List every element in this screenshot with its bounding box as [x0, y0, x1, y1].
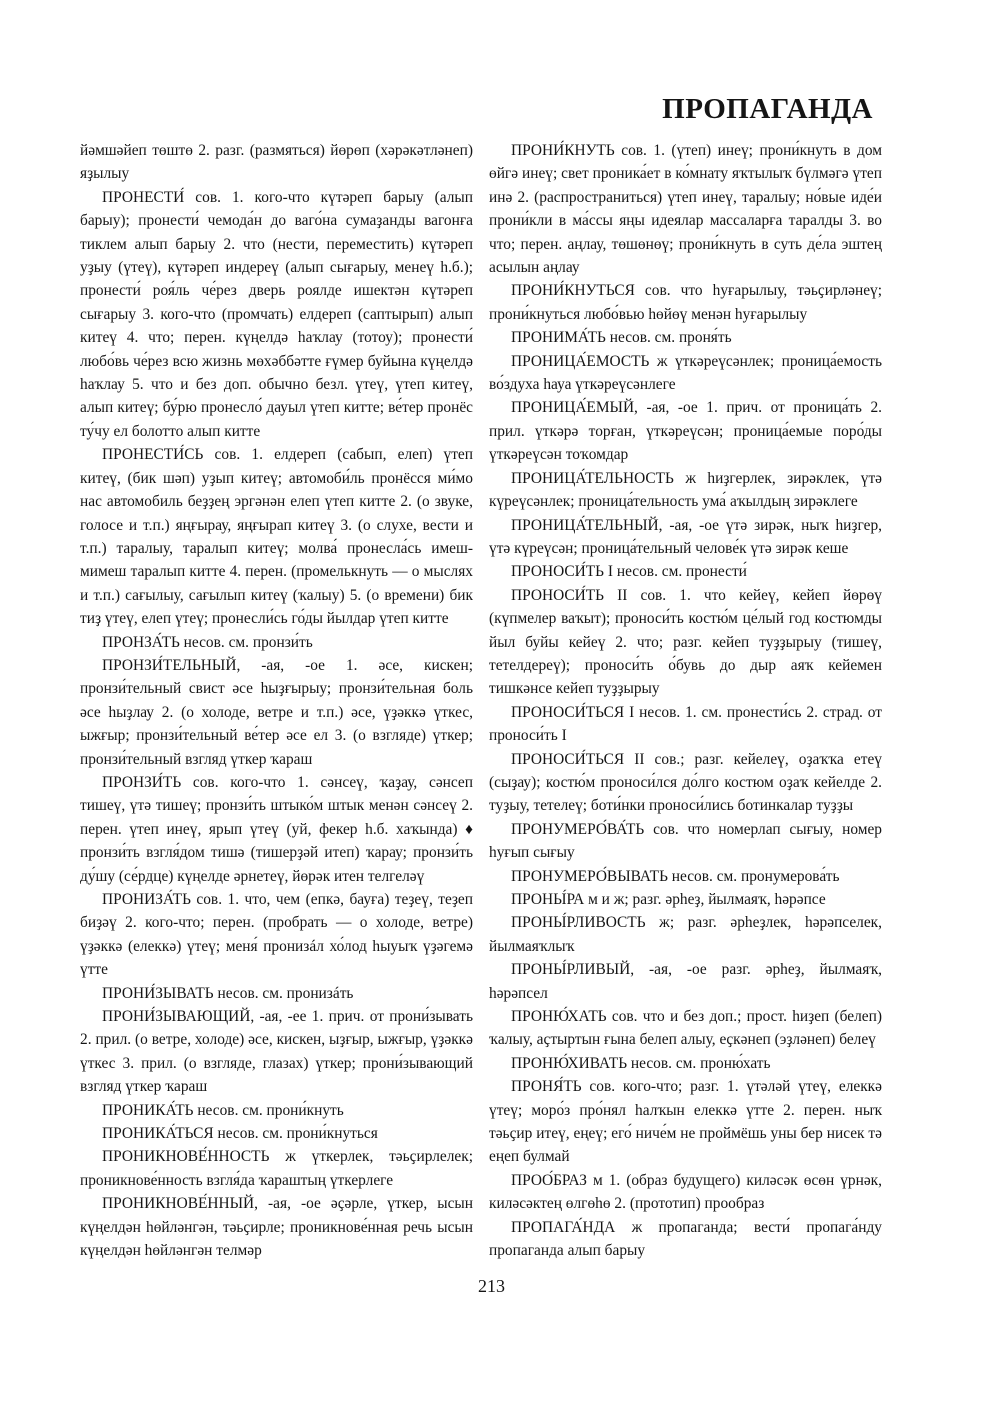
dictionary-entry: ПРОНИКНОВЕ́ННЫЙ, -ая, -ое әҫәрле, үткер, ысын күңелдән һөйләнгән, тәьҫирле; проникнове́нная речь ысын күңелдән һөйләнгән телмәр — [80, 1195, 473, 1260]
dictionary-entry: ПРОО́БРАЗ м 1. (образ будущего) киләсәк өсөн үрнәк, киләсәктең өлгөһө 2. (прототип) прообраз — [489, 1171, 882, 1213]
dictionary-entry: ПРОНИЦА́ТЕЛЬНОСТЬ ж һиҙгерлек, зирәклек, үтә күреүсәнлек; проница́тельность ума́ аҡылдың зирәклеге — [489, 469, 882, 511]
dictionary-entry: ПРОНИ́КНУТЬ сов. 1. (үтеп) инеү; прони́кнуть в дом өйгә инеү; свет проника́ет в ко́мнату яҡтылыҡ бүлмәгә үтеп инә 2. (распространиться) үтеп инеү, таралыу; но́вые иде́и прони́кли в ма́ссы яңы идеялар массаларға таралды 3. во что; перен. аңлау, төшөнөү; прони́кнуть в суть де́ла эштең асылын аңлау — [489, 142, 882, 277]
right-column — [489, 139, 882, 1263]
dictionary-entry: ПРОНЮ́ХАТЬ сов. что и без доп.; прост. һиҙеп (белеп) ҡалыу, аҫтыртын ғына белеп алыу, еҫкәнеп (эҙләнеп) белеү — [489, 1008, 882, 1049]
dictionary-entry: ПРОНИКА́ТЬ несов. см. прони́кнуть — [102, 1101, 344, 1119]
dictionary-entry: ПРОНИЦА́ЕМЫЙ, -ая, -ое 1. прич. от проница́ть 2. прил. үткәрә торған, үткәреүсән; проница́емые поро́ды үткәреүсән тоҡомдар — [489, 399, 882, 464]
dictionary-entry: ПРОНИКНОВЕ́ННОСТЬ ж үткерлек, тәьҫирлелек; проникнове́нность взгля́да ҡараштың үткерлеге — [80, 1148, 473, 1189]
dictionary-entry: ПРОНИЦА́ЕМОСТЬ ж үткәреүсәнлек; проница́емость во́здуха һауа үткәреүсәнлеге — [489, 352, 882, 394]
dictionary-entry: ПРОНЗА́ТЬ несов. см. пронзи́ть — [102, 633, 313, 651]
dictionary-entry: ПРОНИ́КНУТЬСЯ сов. что һуғарылыу, тәьҫирләнеү; прони́кнуться любо́вью һөйөү менән һуғарылыу — [489, 282, 882, 323]
dictionary-entry: йәмшәйеп төштө 2. разг. (размяться) йөрөп (хәрәкәтләнеп) яҙылыу — [80, 142, 473, 183]
dictionary-entry: ПРОНЗИ́ТЕЛЬНЫЙ, -ая, -ое 1. әсе, кискен; пронзи́тельный свист әсе һыҙғырыу; пронзи́тельная боль әсе һыҙлау 2. (о холоде, ветре и т.п.) әсе, үҙәккә үткес, ыжғыр; пронзи́тельный ве́тер әсе ел 3. (о взгляде) үткер; пронзи́тельный взгляд үткер ҡараш — [80, 656, 473, 768]
dictionary-entry: ПРОНЯ́ТЬ сов. кого-что; разг. 1. үтәләй үтеү, елеккә үтеү; моро́з про́нял һалҡын елеккә үтте 2. перен. ныҡ тәьҫир итеү, еңеү; его́ ниче́м не проймёшь уны бер нисек тә еңеп булмай — [489, 1078, 882, 1166]
dictionary-entry: ПРОНИЦА́ТЕЛЬНЫЙ, -ая, -ое үтә зирәк, ныҡ һиҙгер, үтә күреүсән; проница́тельный челове́к үтә зирәк кеше — [489, 516, 882, 557]
dictionary-entry: ПРОНЕСТИ́СЬ сов. 1. елдереп (сабып, елеп) үтеп китеү, (бик шәп) уҙып китеү; автомоби́ль пронёсся ми́мо нас автомобиль беҙҙең эргәнән елеп үтеп китте 2. (о звуке, голосе и т.п.) яңғырау, яңғырап китеү 3. (о слухе, вести и т.п.) таралыу, таралып китеү; молва́ пронесла́сь имеш-мимеш таралып китте 4. перен. (промелькнуть — о мыслях и т.п.) сағылыу, сағылып китеү (ҡалыу) 5. (о времени) бик тиҙ үтеү, елеп үтеү; пронесли́сь го́ды йылдар үтеп китте — [80, 446, 473, 628]
dictionary-entry: ПРОНЫ́РА м и ж; разг. әрһеҙ, йылмаяҡ, һәрәпсе — [511, 891, 826, 908]
dictionary-entry: ПРОНОСИ́ТЬСЯ II сов.; разг. кейелеү, оҙаҡҡа етеү (сыҙау); костю́м проноси́лся до́лго костюм оҙаҡ кейелде 2. туҙыу, тетелеү; боти́нки проноси́лись ботинкалар туҙҙы — [489, 750, 882, 815]
dictionary-entry: ПРОНЫ́РЛИВОСТЬ ж; разг. әрһеҙлек, һәрәпселек, йылмаяҡлыҡ — [489, 914, 882, 955]
dictionary-entry: ПРОНИКА́ТЬСЯ несов. см. прони́кнуться — [102, 1125, 378, 1143]
dictionary-entry: ПРОНОСИ́ТЬ I несов. см. пронести́ — [511, 563, 747, 581]
dictionary-entry: ПРОНИЗА́ТЬ сов. 1. что, чем (епкә, бауға) теҙеү, теҙеп биҙәү 2. кого-что; перен. (пробрать — о холоде, ветре) үҙәккә (елеккә) үтеү; меня́ пронизáл хо́лод һыуыҡ үҙәгемә үтте — [80, 891, 473, 979]
left-column — [80, 139, 473, 1263]
dictionary-entry: ПРОНУМЕРО́ВА́ТЬ сов. что номерлап сығыу, номер һуғып сығыу — [489, 820, 882, 862]
running-header: ПРОПАГАНДА — [662, 93, 873, 125]
dictionary-entry: ПРОНИ́ЗЫВАЮЩИЙ, -ая, -ее 1. прич. от прони́зывать 2. прил. (о ветре, холоде) әсе, кискен, ыҙғыр, ыжғыр, үҙәккә үткес 3. прил. (о взгляде, глазах) үткер; прони́зывающий взгляд үткер ҡараш — [80, 1008, 473, 1096]
dictionary-entry: ПРОНИ́ЗЫВАТЬ несов. см. пронизáть — [102, 984, 354, 1002]
dictionary-entry: ПРОНОСИ́ТЬСЯ I несов. 1. см. пронести́сь 2. страд. от проноси́ть I — [489, 703, 882, 745]
dictionary-entry: ПРОНЫ́РЛИВЫЙ, -ая, -ое разг. әрһеҙ, йылмаяҡ, һәрәпсел — [489, 961, 882, 1002]
page-number: 213 — [478, 1276, 505, 1296]
dictionary-entry: ПРОНЮ́ХИВАТЬ несов. см. проню́хать — [511, 1054, 771, 1072]
dictionary-entry: ПРОНЕСТИ́ сов. 1. кого-что күтәреп барыу (алып барыу); пронести́ чемода́н до ваго́на сумаҙанды вагонға тиклем алып барыу 2. что (нести, переместить) күтәреп уҙыу (үтеү), күтәреп индереү (алып сығарыу, менеү һ.б.); пронести́ роя́ль че́рез дверь роялде ишектән күтәреп сығарыу 3. кого-что (промчать) елдереп (саптырып) алып китеү 4. что; перен. күңелдә һаҡлау (тотоу); пронести́ любо́вь че́рез всю жизнь мөхәббәтте ғүмер буйына күңелдә һаҡлау 5. что и без доп. обычно безл. үтеү, үтеп китеү, алып китеү; бу́рю пронесло́ дауыл үтеп китте; ве́тер пронёс ту́чу ел болотто алып китте — [80, 188, 473, 440]
dictionary-entry: ПРОНИМА́ТЬ несов. см. проня́ть — [511, 329, 732, 347]
dictionary-entry: ПРОПАГА́НДА ж пропаганда; вести́ пропага́нду пропаганда алып барыу — [489, 1218, 882, 1260]
dictionary-entry: ПРОНОСИ́ТЬ II сов. 1. что кейеү, кейеп йөрөү (күпмелер ваҡыт); проноси́ть костю́м це́лый год костюмды йыл буйы кейеү 2. что; разг. кейеп туҙҙырыу (тишеү, тетелдереү); проноси́ть о́бувь до дыр аяҡ кейемен тишкәнсе кейеп туҙҙырыу — [489, 586, 882, 698]
dictionary-entry: ПРОНЗИ́ТЬ сов. кого-что 1. сәнсеү, ҡаҙау, сәнсеп тишеү, үтә тишеү; пронзи́ть штыко́м штык менән сәнсеү 2. перен. үтеп инеү, ярып үтеү (уй, фекер һ.б. хаҡында) ♦ пронзи́ть взгля́дом тишә (тишерҙәй итеп) ҡарау; пронзи́ть ду́шу (се́рдце) күңелде әрнетеү, йөрәк итен телгеләү — [80, 773, 473, 885]
dictionary-entry: ПРОНУМЕРО́ВЫВАТЬ несов. см. пронумерова́ть — [511, 867, 840, 885]
